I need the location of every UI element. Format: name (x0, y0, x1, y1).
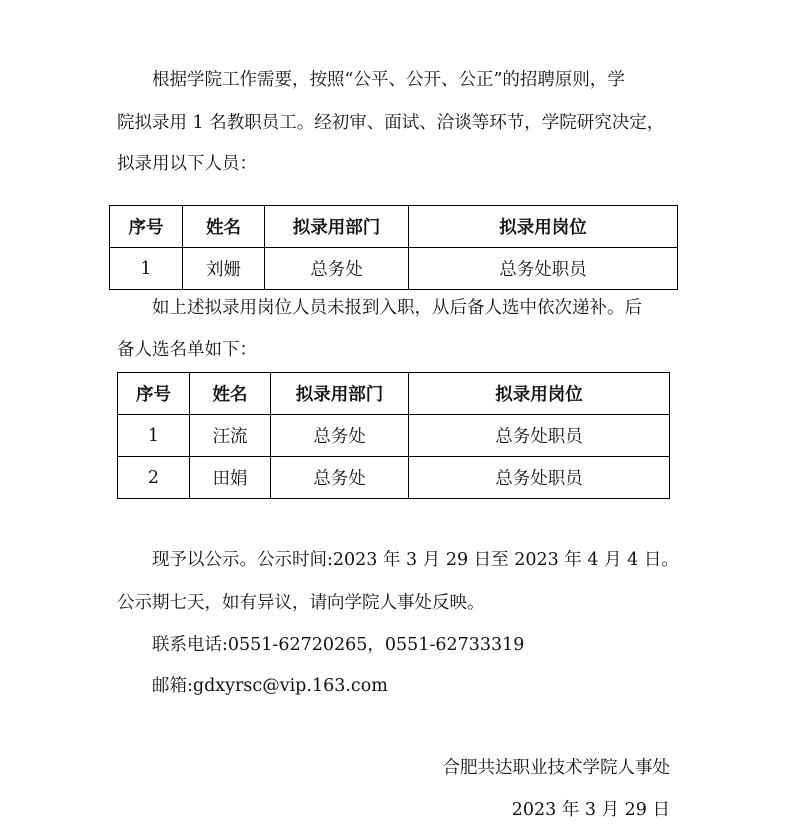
table-cell: 总务处 (271, 415, 409, 457)
table-row (118, 457, 670, 499)
intro-line-3: 拟录用以下人员： (117, 154, 257, 174)
backup-table (117, 372, 670, 499)
table-cell: 田娟 (190, 457, 271, 499)
table-row (118, 415, 670, 457)
table-cell: 2 (118, 457, 190, 499)
notice-line-2: 公示期七天，如有异议，请向学院人事处反映。 (117, 593, 485, 613)
notice-line-1: 现予以公示。公示时间:2023 年 3 月 29 日至 2023 年 4 月 4 日。 (152, 550, 679, 570)
signature-org: 合肥共达职业技术学院人事处 (442, 758, 670, 778)
table-cell: 汪流 (190, 415, 271, 457)
backup-line-1: 如上述拟录用岗位人员未报到入职，从后备人选中依次递补。后 (152, 298, 642, 318)
hire-table (109, 205, 678, 290)
table-cell: 刘姗 (183, 248, 265, 290)
col-header: 拟录用岗位 (409, 373, 670, 415)
contact-email: 邮箱:gdxyrsc@vip.163.com (152, 676, 388, 696)
intro-line-1: 根据学院工作需要，按照“公平、公开、公正”的招聘原则，学 (152, 70, 625, 90)
backup-line-2: 备人选名单如下： (117, 340, 257, 360)
col-header: 拟录用岗位 (409, 206, 678, 248)
table-cell: 总务处职员 (409, 248, 678, 290)
table-cell: 总务处职员 (409, 457, 670, 499)
table-cell: 总务处 (271, 457, 409, 499)
col-header: 拟录用部门 (265, 206, 409, 248)
table-cell: 总务处职员 (409, 415, 670, 457)
col-header: 姓名 (190, 373, 271, 415)
table-cell: 1 (110, 248, 183, 290)
table-cell: 总务处 (265, 248, 409, 290)
table-header-row (118, 373, 670, 415)
table-cell: 1 (118, 415, 190, 457)
contact-phone: 联系电话:0551-62720265，0551-62733319 (152, 635, 525, 655)
col-header: 姓名 (183, 206, 265, 248)
intro-line-2: 院拟录用 1 名教职员工。经初审、面试、洽谈等环节，学院研究决定， (117, 113, 665, 133)
table-row (110, 248, 678, 290)
signature-date: 2023 年 3 月 29 日 (511, 800, 670, 820)
col-header: 序号 (110, 206, 183, 248)
table-header-row (110, 206, 678, 248)
col-header: 拟录用部门 (271, 373, 409, 415)
col-header: 序号 (118, 373, 190, 415)
